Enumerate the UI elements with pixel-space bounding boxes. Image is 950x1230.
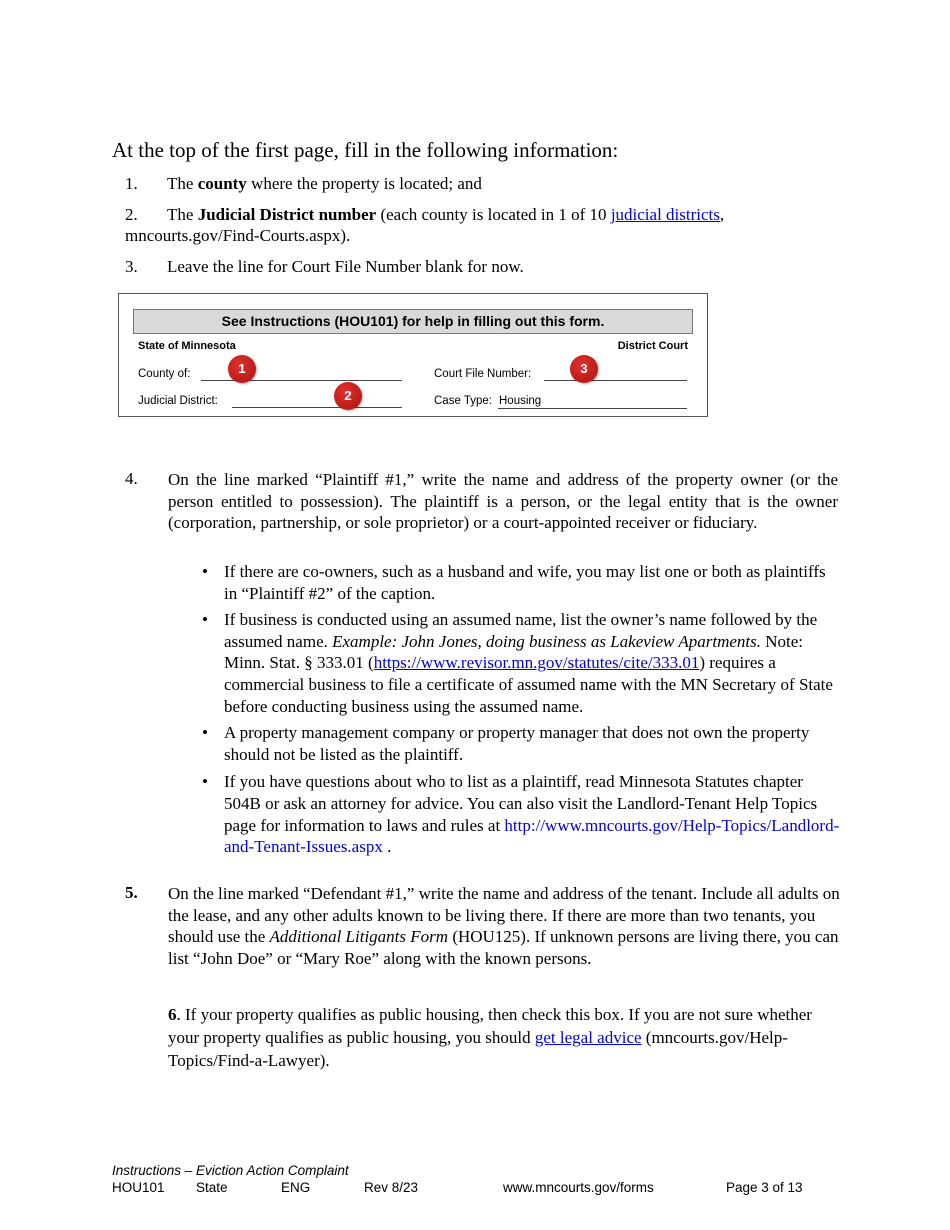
list-item: • If business is conducted using an assumed name, list the owner’s name followed by the assumed name. Example: John Jones, doing business as Lakeview Apartments. Note: Minn. Stat. § 333.01 (https://www.revisor.mn.gov/statutes/cite/333.01) requires a commercial business to file a certificate of assumed name with the MN Secretary of State before conducting business using the assumed name. [202,610,833,716]
bullet-icon: • [202,772,208,792]
landlord-tenant-link[interactable]: http://www.mncourts.gov/Help-Topics/Landlord-and-Tenant-Issues.aspx [224,815,840,857]
footer-jurisdiction: State [196,1180,228,1195]
item-number: 1. [125,174,138,193]
marker-3-badge: 3 [570,355,598,383]
list-item-judicial-district: 2. The Judicial District number (each county is located in 1 of 10 judicial districts, mncourts.gov/Find-Courts.aspx). [125,205,725,245]
form-banner: See Instructions (HOU101) for help in filling out this form. [133,309,693,334]
list-item: • If you have questions about who to list as a plaintiff, read Minnesota Statutes chapter 504B or ask an attorney for advice. You can also visit the Landlord-Tenant Help Topics page for information to laws and rules at http://www.mncourts.gov/Help-Topics/Landlord-and-Tenant-Issues.aspx . [202,772,840,857]
footer-form-id: HOU101 [112,1180,165,1195]
footer-language: ENG [281,1180,311,1195]
marker-1-badge: 1 [228,355,256,383]
list-item: • A property management company or property manager that does not own the property should not be listed as the plaintiff. [202,723,810,764]
item-5-number: 5. [125,883,138,902]
plaintiff-paragraph: On the line marked “Plaintiff #1,” write the name and address of the property owner (or the person entitled to possession). The plaintiff is a person, or the legal entity that is the owner (corporation, partnership, or sole proprietor) or a court-appointed receiver or fiduciary. [168,470,838,533]
revisor-statute-link[interactable]: https://www.revisor.mn.gov/statutes/cite/333.01 [373,653,700,673]
bullet-icon: • [202,562,208,581]
footer-website: www.mncourts.gov/forms [503,1180,654,1195]
footer-page-number: Page 3 of 13 [726,1180,803,1195]
item-4-number: 4. [125,469,138,488]
county-line [201,380,402,381]
court-file-number-label: Court File Number: [434,368,532,380]
judicial-districts-link[interactable]: judicial districts [610,205,720,224]
case-type-value: Housing [499,395,542,407]
footer-revision: Rev 8/23 [364,1180,419,1195]
footer-title: Instructions – Eviction Action Complaint [112,1163,349,1178]
intro-heading: At the top of the first page, fill in the following information: [112,138,619,162]
form-state-label: State of Minnesota [138,340,236,352]
bullet-icon: • [202,723,208,743]
bullet-icon: • [202,610,208,630]
legal-advice-link[interactable]: get legal advice [534,1028,642,1047]
court-file-line [544,380,687,381]
public-housing-paragraph: 6. If your property qualifies as public housing, then check this box. If you are not sure whether your property qualifies as public housing, you should get legal advice (mncourts.gov/Help-Topics/Find-a-Lawyer). [168,1005,812,1070]
case-type-label: Case Type: [434,395,492,407]
form-caption-image [118,293,708,417]
plaintiff-bullets [200,561,840,863]
list-item-court-file: 3. Leave the line for Court File Number blank for now. [125,257,524,276]
case-type-line [498,408,687,409]
judicial-district-label: Judicial District: [138,395,218,407]
item-number: 2. [125,205,138,224]
item-number: 3. [125,257,138,276]
list-item-county: 1. The county where the property is located; and [125,174,482,193]
defendant-paragraph: On the line marked “Defendant #1,” write the name and address of the tenant. Include all adults on the lease, and any other adults known to be living there. If there are more than two tenants, you should use the Additional Litigants Form (HOU125). If unknown persons are living there, you can list “John Doe” or “Mary Roe” along with the known persons. [168,884,840,968]
list-item: • If there are co-owners, such as a husband and wife, you may list one or both as plaintiffs in “Plaintiff #2” of the caption. [202,562,826,603]
form-court-label: District Court [617,340,688,352]
district-line [232,407,402,408]
county-of-label: County of: [138,368,191,380]
marker-2-badge: 2 [334,382,362,410]
